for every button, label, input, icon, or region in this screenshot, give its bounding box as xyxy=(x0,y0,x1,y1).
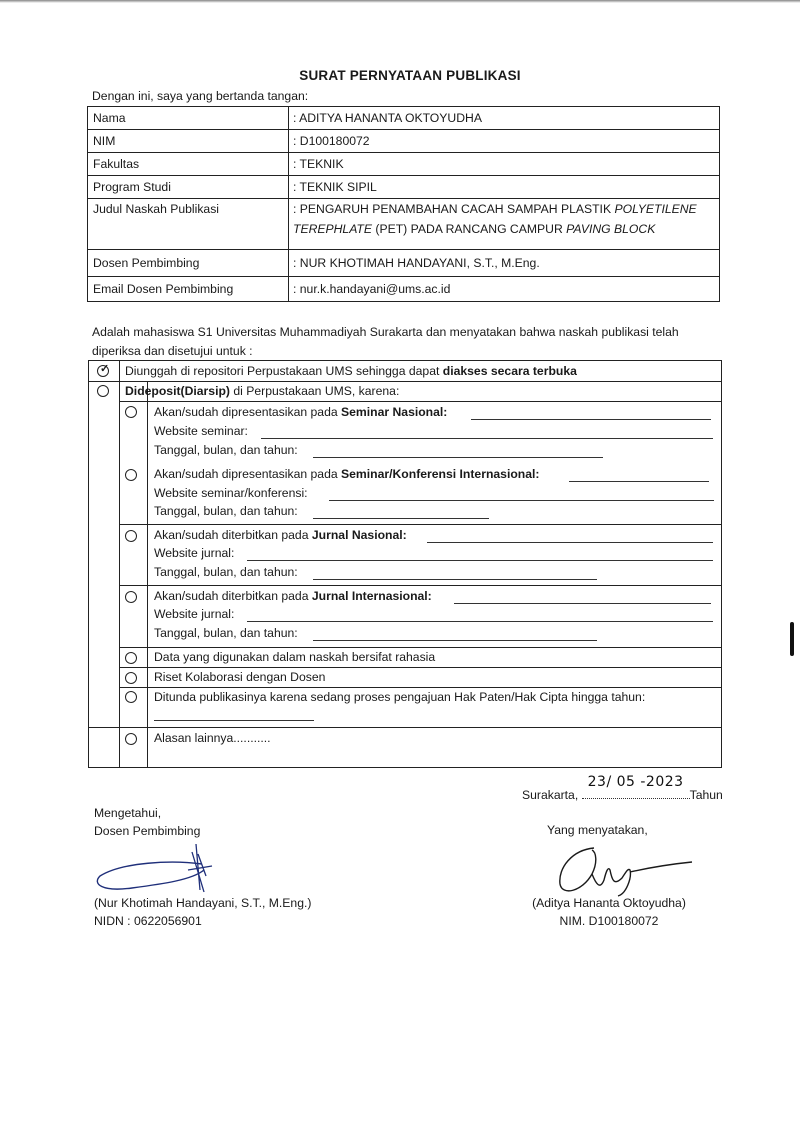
option-seminar-nasional xyxy=(154,405,447,419)
supervisor-signature-header xyxy=(94,804,200,840)
supervisor-nidn: NIDN : 0622056901 xyxy=(94,914,202,928)
options-table xyxy=(88,360,722,768)
option-repository xyxy=(125,364,577,378)
date-field xyxy=(582,774,690,799)
seminar-internasional-text: Akan/sudah dipresentasikan pada xyxy=(154,467,342,481)
nama-label: Nama xyxy=(88,107,289,130)
blank-line xyxy=(313,640,597,641)
checkbox-seminar-nasional[interactable] xyxy=(125,406,137,418)
website-jurnal-label: Website jurnal: xyxy=(154,607,235,621)
row-nama xyxy=(88,107,720,130)
blank-line xyxy=(329,500,714,501)
option-deposit-text: di Perpustakaan UMS, karena: xyxy=(229,384,400,398)
checkbox-hak-paten[interactable] xyxy=(125,691,137,703)
jurnal-nasional-text: Akan/sudah diterbitkan pada xyxy=(154,528,312,542)
fakultas-value: : TEKNIK xyxy=(289,153,720,176)
option-riset-kolaborasi: Riset Kolaborasi dengan Dosen xyxy=(154,670,326,684)
email-value: : nur.k.handayani@ums.ac.id xyxy=(289,277,720,302)
option-deposit-bold: Dideposit(Diarsip) xyxy=(125,384,230,398)
document-title: SURAT PERNYATAAN PUBLIKASI xyxy=(299,68,521,83)
row-program-studi xyxy=(88,176,720,199)
sub-column-divider xyxy=(147,381,148,767)
date-handwritten: 23/ 05 -2023 xyxy=(587,774,684,790)
student-nim: NIM. D100180072 xyxy=(559,914,659,928)
option-alasan-lainnya: Alasan lainnya........... xyxy=(154,731,271,745)
checkbox-data-rahasia[interactable] xyxy=(125,652,137,664)
tahun-label: Tahun xyxy=(689,788,723,802)
website-seminar-label: Website seminar: xyxy=(154,424,248,438)
blank-line xyxy=(471,419,711,420)
dosen-role-label: Dosen Pembimbing xyxy=(94,824,201,838)
checkbox-jurnal-internasional[interactable] xyxy=(125,591,137,603)
judul-italic2: TEREPHLATE xyxy=(293,222,373,236)
seminar-internasional-bold: Seminar/Konferensi Internasional: xyxy=(341,467,540,481)
date-line xyxy=(522,774,723,802)
blank-line xyxy=(427,542,713,543)
option-data-rahasia: Data yang digunakan dalam naskah bersifat rahasia xyxy=(154,650,436,664)
place-label: Surakarta, xyxy=(522,788,582,802)
row-divider xyxy=(119,687,721,688)
fakultas-label: Fakultas xyxy=(88,153,289,176)
blank-line xyxy=(313,518,489,519)
option-jurnal-internasional xyxy=(154,589,432,603)
judul-italic1: POLYETILENE xyxy=(614,202,697,216)
tanggal-label: Tanggal, bulan, dan tahun: xyxy=(154,504,298,518)
tanggal-label: Tanggal, bulan, dan tahun: xyxy=(154,443,298,457)
judul-value xyxy=(289,199,720,250)
nama-value: : ADITYA HANANTA OKTOYUDHA xyxy=(289,107,720,130)
prodi-label: Program Studi xyxy=(88,176,289,199)
judul-italic3: PAVING BLOCK xyxy=(566,222,656,236)
row-divider xyxy=(119,524,721,525)
option-deposit xyxy=(125,384,399,398)
option-repository-text: Diunggah di repositori Perpustakaan UMS sehingga dapat xyxy=(125,364,443,378)
blank-line xyxy=(313,457,603,458)
row-dosen xyxy=(88,250,720,277)
supervisor-name: (Nur Khotimah Handayani, S.T., M.Eng.) xyxy=(94,896,312,910)
blank-line xyxy=(154,720,314,721)
checkbox-seminar-internasional[interactable] xyxy=(125,469,137,481)
row-divider xyxy=(119,585,721,586)
row-divider xyxy=(89,381,721,382)
blank-line xyxy=(454,603,711,604)
prodi-value: : TEKNIK SIPIL xyxy=(289,176,720,199)
blank-line xyxy=(569,481,709,482)
nim-value: : D100180072 xyxy=(289,130,720,153)
nim-label: NIM xyxy=(88,130,289,153)
row-divider xyxy=(119,667,721,668)
option-hak-paten: Ditunda publikasinya karena sedang proses pengajuan Hak Paten/Hak Cipta hingga tahun: xyxy=(154,690,646,704)
email-label: Email Dosen Pembimbing xyxy=(88,277,289,302)
checkbox-repository[interactable] xyxy=(97,365,109,377)
seminar-nasional-bold: Seminar Nasional: xyxy=(341,405,448,419)
student-name: (Aditya Hananta Oktoyudha) xyxy=(532,896,686,910)
row-divider xyxy=(119,647,721,648)
option-jurnal-nasional xyxy=(154,528,407,542)
jurnal-internasional-bold: Jurnal Internasional: xyxy=(311,589,432,603)
jurnal-nasional-bold: Jurnal Nasional: xyxy=(311,528,407,542)
tanggal-label: Tanggal, bulan, dan tahun: xyxy=(154,626,298,640)
checkbox-alasan-lainnya[interactable] xyxy=(125,733,137,745)
judul-part2: (PET) PADA RANCANG CAMPUR xyxy=(372,222,567,236)
intro-text: Dengan ini, saya yang bertanda tangan: xyxy=(92,89,309,103)
check-mark-icon: ✓ xyxy=(100,363,110,375)
student-signature xyxy=(552,840,702,898)
row-judul xyxy=(88,199,720,250)
dosen-value: : NUR KHOTIMAH HANDAYANI, S.T., M.Eng. xyxy=(289,250,720,277)
website-konferensi-label: Website seminar/konferensi: xyxy=(154,486,308,500)
row-fakultas xyxy=(88,153,720,176)
row-email xyxy=(88,277,720,302)
supervisor-signature xyxy=(92,840,232,896)
jurnal-internasional-text: Akan/sudah diterbitkan pada xyxy=(154,589,312,603)
row-nim xyxy=(88,130,720,153)
student-info-table xyxy=(87,106,720,302)
supervisor-name-block xyxy=(94,894,311,930)
yang-menyatakan-label: Yang menyatakan, xyxy=(547,823,648,837)
row-divider xyxy=(119,401,721,402)
judul-label: Judul Naskah Publikasi xyxy=(88,199,289,250)
scan-artifact xyxy=(790,622,794,656)
scan-edge-top xyxy=(0,0,800,3)
blank-line xyxy=(247,560,713,561)
website-jurnal-label: Website jurnal: xyxy=(154,546,235,560)
column-divider xyxy=(119,361,120,767)
blank-line xyxy=(247,621,713,622)
blank-line xyxy=(313,579,597,580)
dosen-label: Dosen Pembimbing xyxy=(88,250,289,277)
judul-part1: : PENGARUH PENAMBAHAN CACAH SAMPAH PLASTIK xyxy=(293,202,615,216)
option-seminar-internasional xyxy=(154,467,539,481)
tanggal-label: Tanggal, bulan, dan tahun: xyxy=(154,565,298,579)
mengetahui-label: Mengetahui, xyxy=(94,806,162,820)
checkbox-deposit[interactable] xyxy=(97,385,109,397)
statement-text: Adalah mahasiswa S1 Universitas Muhammadiyah Surakarta dan menyatakan bahwa naskah publikasi telah diperiksa dan disetujui untuk : xyxy=(92,325,679,358)
checkbox-riset-kolaborasi[interactable] xyxy=(125,672,137,684)
checkbox-jurnal-nasional[interactable] xyxy=(125,530,137,542)
student-name-block xyxy=(520,894,698,930)
seminar-nasional-text: Akan/sudah dipresentasikan pada xyxy=(154,405,342,419)
blank-line xyxy=(261,438,713,439)
option-repository-bold: diakses secara terbuka xyxy=(442,364,577,378)
row-divider xyxy=(89,727,721,728)
